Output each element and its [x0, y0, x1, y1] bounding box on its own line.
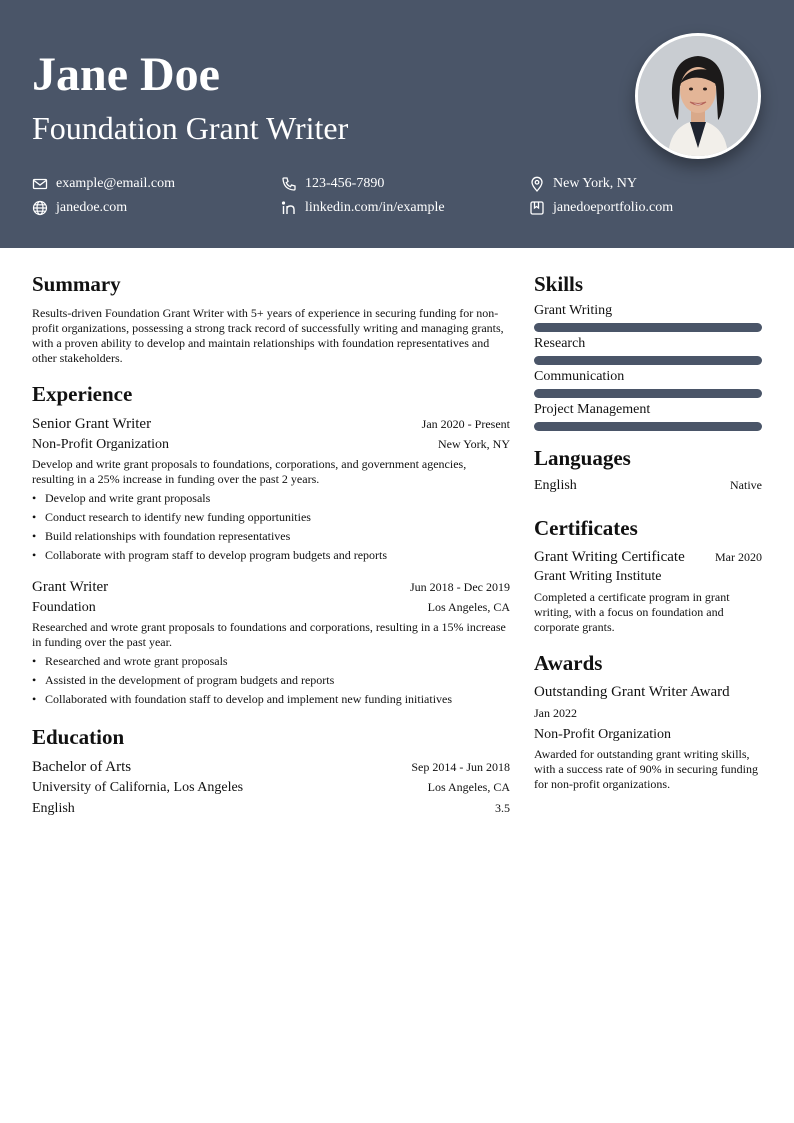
- job-bullet: • Collaborate with program staff to develop program budgets and reports: [32, 548, 510, 563]
- job-bullets: [32, 491, 510, 563]
- experience-section: [32, 381, 510, 707]
- education-location: Los Angeles, CA: [427, 780, 510, 794]
- side-column: [534, 248, 762, 792]
- contact-website-text: janedoe.com: [56, 200, 128, 215]
- skill-name: Project Management: [534, 402, 651, 417]
- job-bullet: • Build relationships with foundation representatives: [32, 529, 510, 544]
- job-organization: Foundation: [32, 600, 96, 615]
- linkedin-icon: [281, 200, 297, 216]
- language-name: English: [534, 478, 577, 493]
- experience-entry: [32, 577, 510, 707]
- experience-entry: [32, 414, 510, 563]
- contact-location-text: New York, NY: [553, 176, 638, 191]
- contact-portfolio-text: janedoeportfolio.com: [553, 200, 674, 215]
- job-location: New York, NY: [437, 437, 510, 451]
- portfolio-icon: [529, 200, 545, 216]
- summary-text: Results-driven Foundation Grant Writer with 5+ years of experience in securing funding for non-profit organizations, possessing a strong track record of successfully writing and managing grants, with a proven ability to develop and maintain relationships with foundation representatives and other stakeholders.: [32, 306, 504, 365]
- skills-section: [534, 271, 762, 431]
- profile-photo-illustration: [638, 36, 758, 156]
- main-column: [32, 248, 510, 819]
- contact-email[interactable]: [32, 175, 175, 193]
- education-heading: Education: [32, 725, 125, 749]
- job-location: Los Angeles, CA: [427, 600, 510, 614]
- certificate-issuer: Grant Writing Institute: [534, 569, 662, 584]
- candidate-name: Jane Doe: [32, 48, 220, 101]
- job-description: Researched and wrote grant proposals to foundations and corporations, resulting in a 15% increase in funding over the past year.: [32, 620, 506, 649]
- award-description: Awarded for outstanding grant writing skills, with a success rate of 90% in securing funding for non-profit organizations.: [534, 747, 758, 791]
- certificate-description: Completed a certificate program in grant writing, with a focus on foundation and corporate grants.: [534, 590, 730, 634]
- job-bullet: • Develop and write grant proposals: [32, 491, 510, 506]
- contact-linkedin-text: linkedin.com/in/example: [305, 200, 445, 215]
- languages-heading: Languages: [534, 446, 631, 470]
- skill-bar: [534, 389, 762, 398]
- education-section: [32, 724, 510, 819]
- education-field: English: [32, 801, 75, 816]
- job-role: Senior Grant Writer: [32, 416, 152, 432]
- mail-icon: [32, 176, 48, 192]
- awards-section: [534, 650, 762, 792]
- job-bullet: • Researched and wrote grant proposals: [32, 654, 510, 669]
- education-school: University of California, Los Angeles: [32, 780, 244, 795]
- certificates-section: [534, 515, 762, 635]
- contact-portfolio[interactable]: [529, 199, 673, 217]
- skills-heading: Skills: [534, 272, 584, 296]
- job-bullet: • Conduct research to identify new funding opportunities: [32, 510, 510, 525]
- skill-name: Grant Writing: [534, 303, 613, 318]
- experience-heading: Experience: [32, 382, 133, 406]
- contact-phone[interactable]: [281, 175, 384, 193]
- globe-icon: [32, 200, 48, 216]
- skill-name: Research: [534, 336, 586, 351]
- certificate-date: Mar 2020: [715, 550, 762, 564]
- profile-photo: [635, 33, 761, 159]
- job-bullets: [32, 654, 510, 707]
- job-organization: Non-Profit Organization: [32, 437, 169, 452]
- phone-icon: [281, 176, 297, 192]
- job-role: Grant Writer: [32, 579, 109, 595]
- job-bullet: • Collaborated with foundation staff to develop and implement new funding initiatives: [32, 692, 510, 707]
- skill-bar: [534, 323, 762, 332]
- contact-website[interactable]: [32, 199, 127, 217]
- summary-heading: Summary: [32, 272, 121, 296]
- summary-section: [32, 271, 510, 366]
- job-bullet: • Assisted in the development of program budgets and reports: [32, 673, 510, 688]
- job-title: Foundation Grant Writer: [32, 110, 349, 146]
- contact-linkedin[interactable]: [281, 199, 445, 217]
- education-gpa: 3.5: [495, 801, 510, 815]
- language-level: Native: [730, 478, 762, 492]
- education-dates: Sep 2014 - Jun 2018: [411, 760, 510, 774]
- skill-name: Communication: [534, 369, 625, 384]
- languages-section: [534, 445, 762, 495]
- skill-bar: [534, 356, 762, 365]
- contact-email-text: example@email.com: [56, 176, 176, 191]
- certificates-heading: Certificates: [534, 516, 638, 540]
- resume-header: [0, 0, 794, 248]
- contact-phone-text: 123-456-7890: [305, 176, 385, 191]
- awards-heading: Awards: [534, 651, 603, 675]
- location-icon: [529, 176, 545, 192]
- contact-location[interactable]: [529, 175, 637, 193]
- award-name: Outstanding Grant Writer Award: [534, 684, 730, 700]
- award-organization: Non-Profit Organization: [534, 727, 671, 742]
- skill-bar: [534, 422, 762, 431]
- job-dates: Jan 2020 - Present: [421, 417, 510, 431]
- education-degree: Bachelor of Arts: [32, 759, 132, 775]
- award-date: Jan 2022: [534, 706, 577, 720]
- job-dates: Jun 2018 - Dec 2019: [410, 580, 510, 594]
- certificate-name: Grant Writing Certificate: [534, 549, 685, 565]
- job-description: Develop and write grant proposals to foundations, corporations, and government agencies, resulting in a 25% increase in funding over the past 2 years.: [32, 457, 467, 486]
